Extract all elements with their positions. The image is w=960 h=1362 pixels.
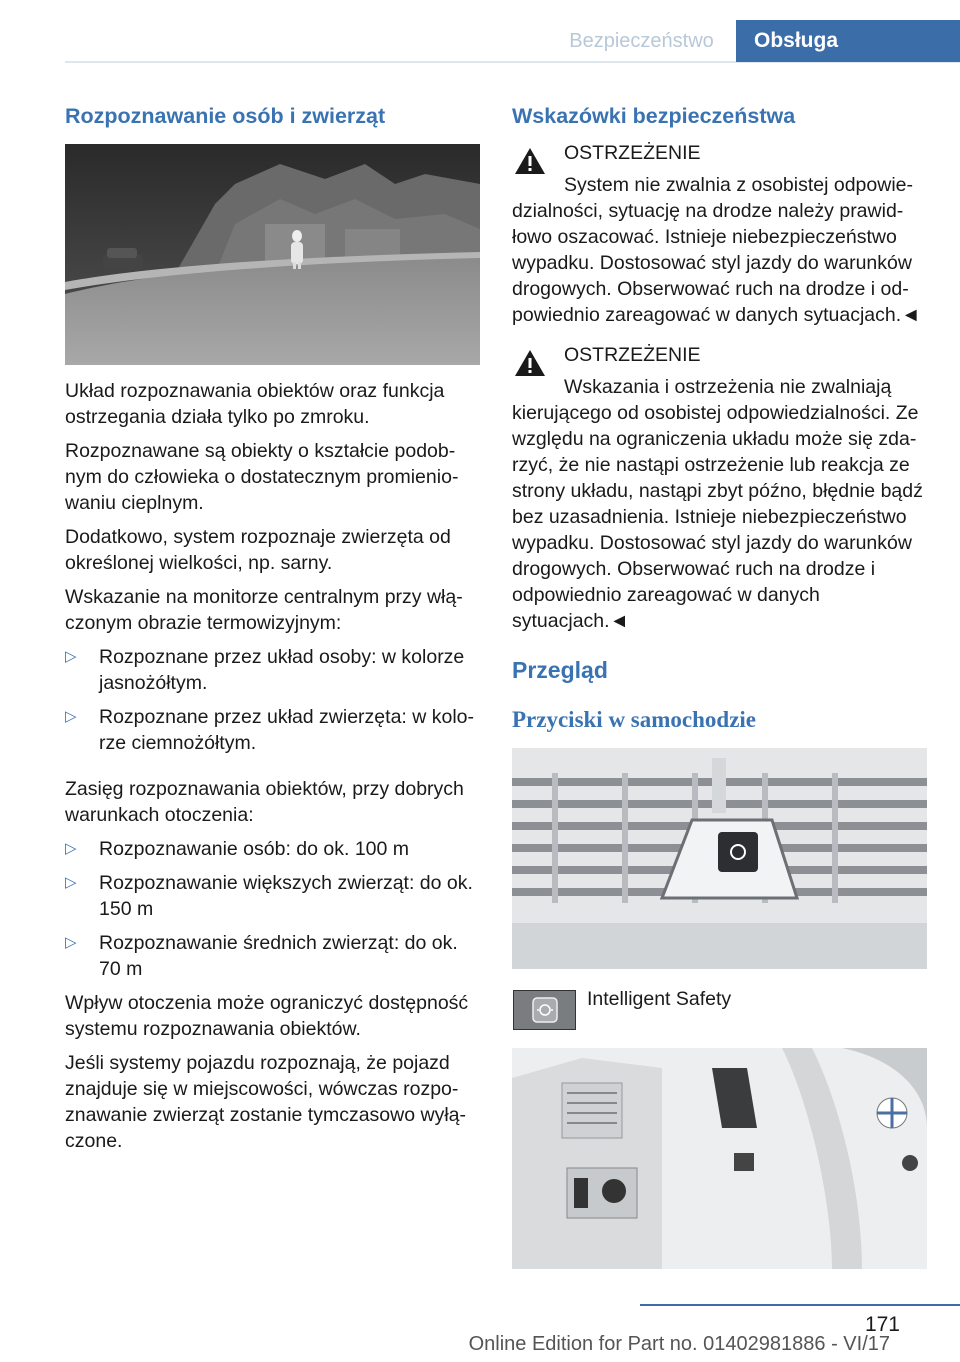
heading-overview: Przegląd bbox=[512, 657, 608, 683]
paragraph: Rozpoznawane są obiekty o kształcie podobnym do człowieka o dostatecznym promieniowaniu cieplnym. bbox=[65, 440, 459, 514]
heading-safety-notes: Wskazówki bezpieczeństwa bbox=[512, 104, 796, 128]
button-label: Intelligent Safety bbox=[587, 988, 732, 1010]
grille-button-image bbox=[512, 748, 927, 969]
list-item: ▷ Rozpoznane przez układ osoby: w kolorze jasnożółtym. bbox=[65, 646, 465, 694]
tab-chapter[interactable]: Obsługa bbox=[736, 20, 960, 62]
warning-text: Wskazania i ostrzeżenia nie zwalniają kierującego od osobistej odpowiedzialności. Ze względu na ograniczenia układu może się zdarzyć, że nie nastąpi ostrzeżenie lub reakcja ze strony układu, nastąpi zbyt późno, błędnie bądź bez uzasadnienia. Istnieje niebezpieczeństwo wypadku. Dostosować styl jazdy do warunków drogowych. Obserwować ruch na drodze i odpowiednio zareagować w danych sytuacjach.◄ bbox=[512, 376, 923, 632]
page-number: 171 bbox=[864, 1313, 900, 1336]
edition-footer: Online Edition for Part no. 01402981886 - VI/17 bbox=[468, 1333, 890, 1355]
cockpit-image bbox=[512, 1048, 927, 1269]
heading-recognition: Rozpoznawanie osób i zwierząt bbox=[65, 104, 386, 128]
thermal-image bbox=[65, 144, 480, 365]
list-item: ▷ Rozpoznawanie osób: do ok. 100 m bbox=[65, 838, 410, 860]
triangle-bullet-icon: ▷ bbox=[65, 934, 77, 951]
paragraph: Wpływ otoczenia może ograniczyć dostępność systemu rozpoznawania obiektów. bbox=[65, 992, 469, 1040]
paragraph: Zasięg rozpoznawania obiektów, przy dobrych warunkach otoczenia: bbox=[65, 778, 464, 826]
warning-title: OSTRZEŻENIE bbox=[564, 344, 701, 366]
list-item: ▷ Rozpoznawanie średnich zwierząt: do ok. 70 m bbox=[65, 932, 458, 980]
list-item: ▷ Rozpoznane przez układ zwierzęta: w kolorze ciemnożółtym. bbox=[65, 706, 475, 754]
tab-section[interactable]: Bezpieczeństwo bbox=[569, 29, 714, 52]
triangle-bullet-icon: ▷ bbox=[65, 708, 77, 725]
warning-title: OSTRZEŻENIE bbox=[564, 142, 701, 164]
warning-text: System nie zwalnia z osobistej odpowiedzialności, sytuację na drodze należy prawidłowo oszacować. Istnieje niebezpieczeństwo wypadku. Dostosować styl jazdy do warunków drogowych. Obserwować ruch na drodze i odpowiednio zareagować w danych sytuacjach.◄ bbox=[512, 174, 921, 326]
triangle-bullet-icon: ▷ bbox=[65, 840, 77, 857]
paragraph: Wskazanie na monitorze centralnym przy włączonym obrazie termowizyjnym: bbox=[65, 586, 463, 634]
heading-buttons: Przyciski w samochodzie bbox=[512, 707, 757, 732]
triangle-bullet-icon: ▷ bbox=[65, 874, 77, 891]
list-item: ▷ Rozpoznawanie większych zwierząt: do ok. 150 m bbox=[65, 872, 473, 920]
paragraph: Układ rozpoznawania obiektów oraz funkcja ostrzegania działa tylko po zmroku. bbox=[65, 380, 445, 428]
paragraph: Dodatkowo, system rozpoznaje zwierzęta od określonej wielkości, np. sarny. bbox=[65, 526, 451, 574]
footer-rule bbox=[640, 1304, 960, 1306]
paragraph: Jeśli systemy pojazdu rozpoznają, że pojazd znajduje się w miejscowości, wówczas rozpoznawanie zwierząt zostanie tymczasowo wyłączone. bbox=[65, 1052, 466, 1152]
triangle-bullet-icon: ▷ bbox=[65, 648, 77, 665]
intelligent-safety-icon bbox=[513, 990, 576, 1030]
